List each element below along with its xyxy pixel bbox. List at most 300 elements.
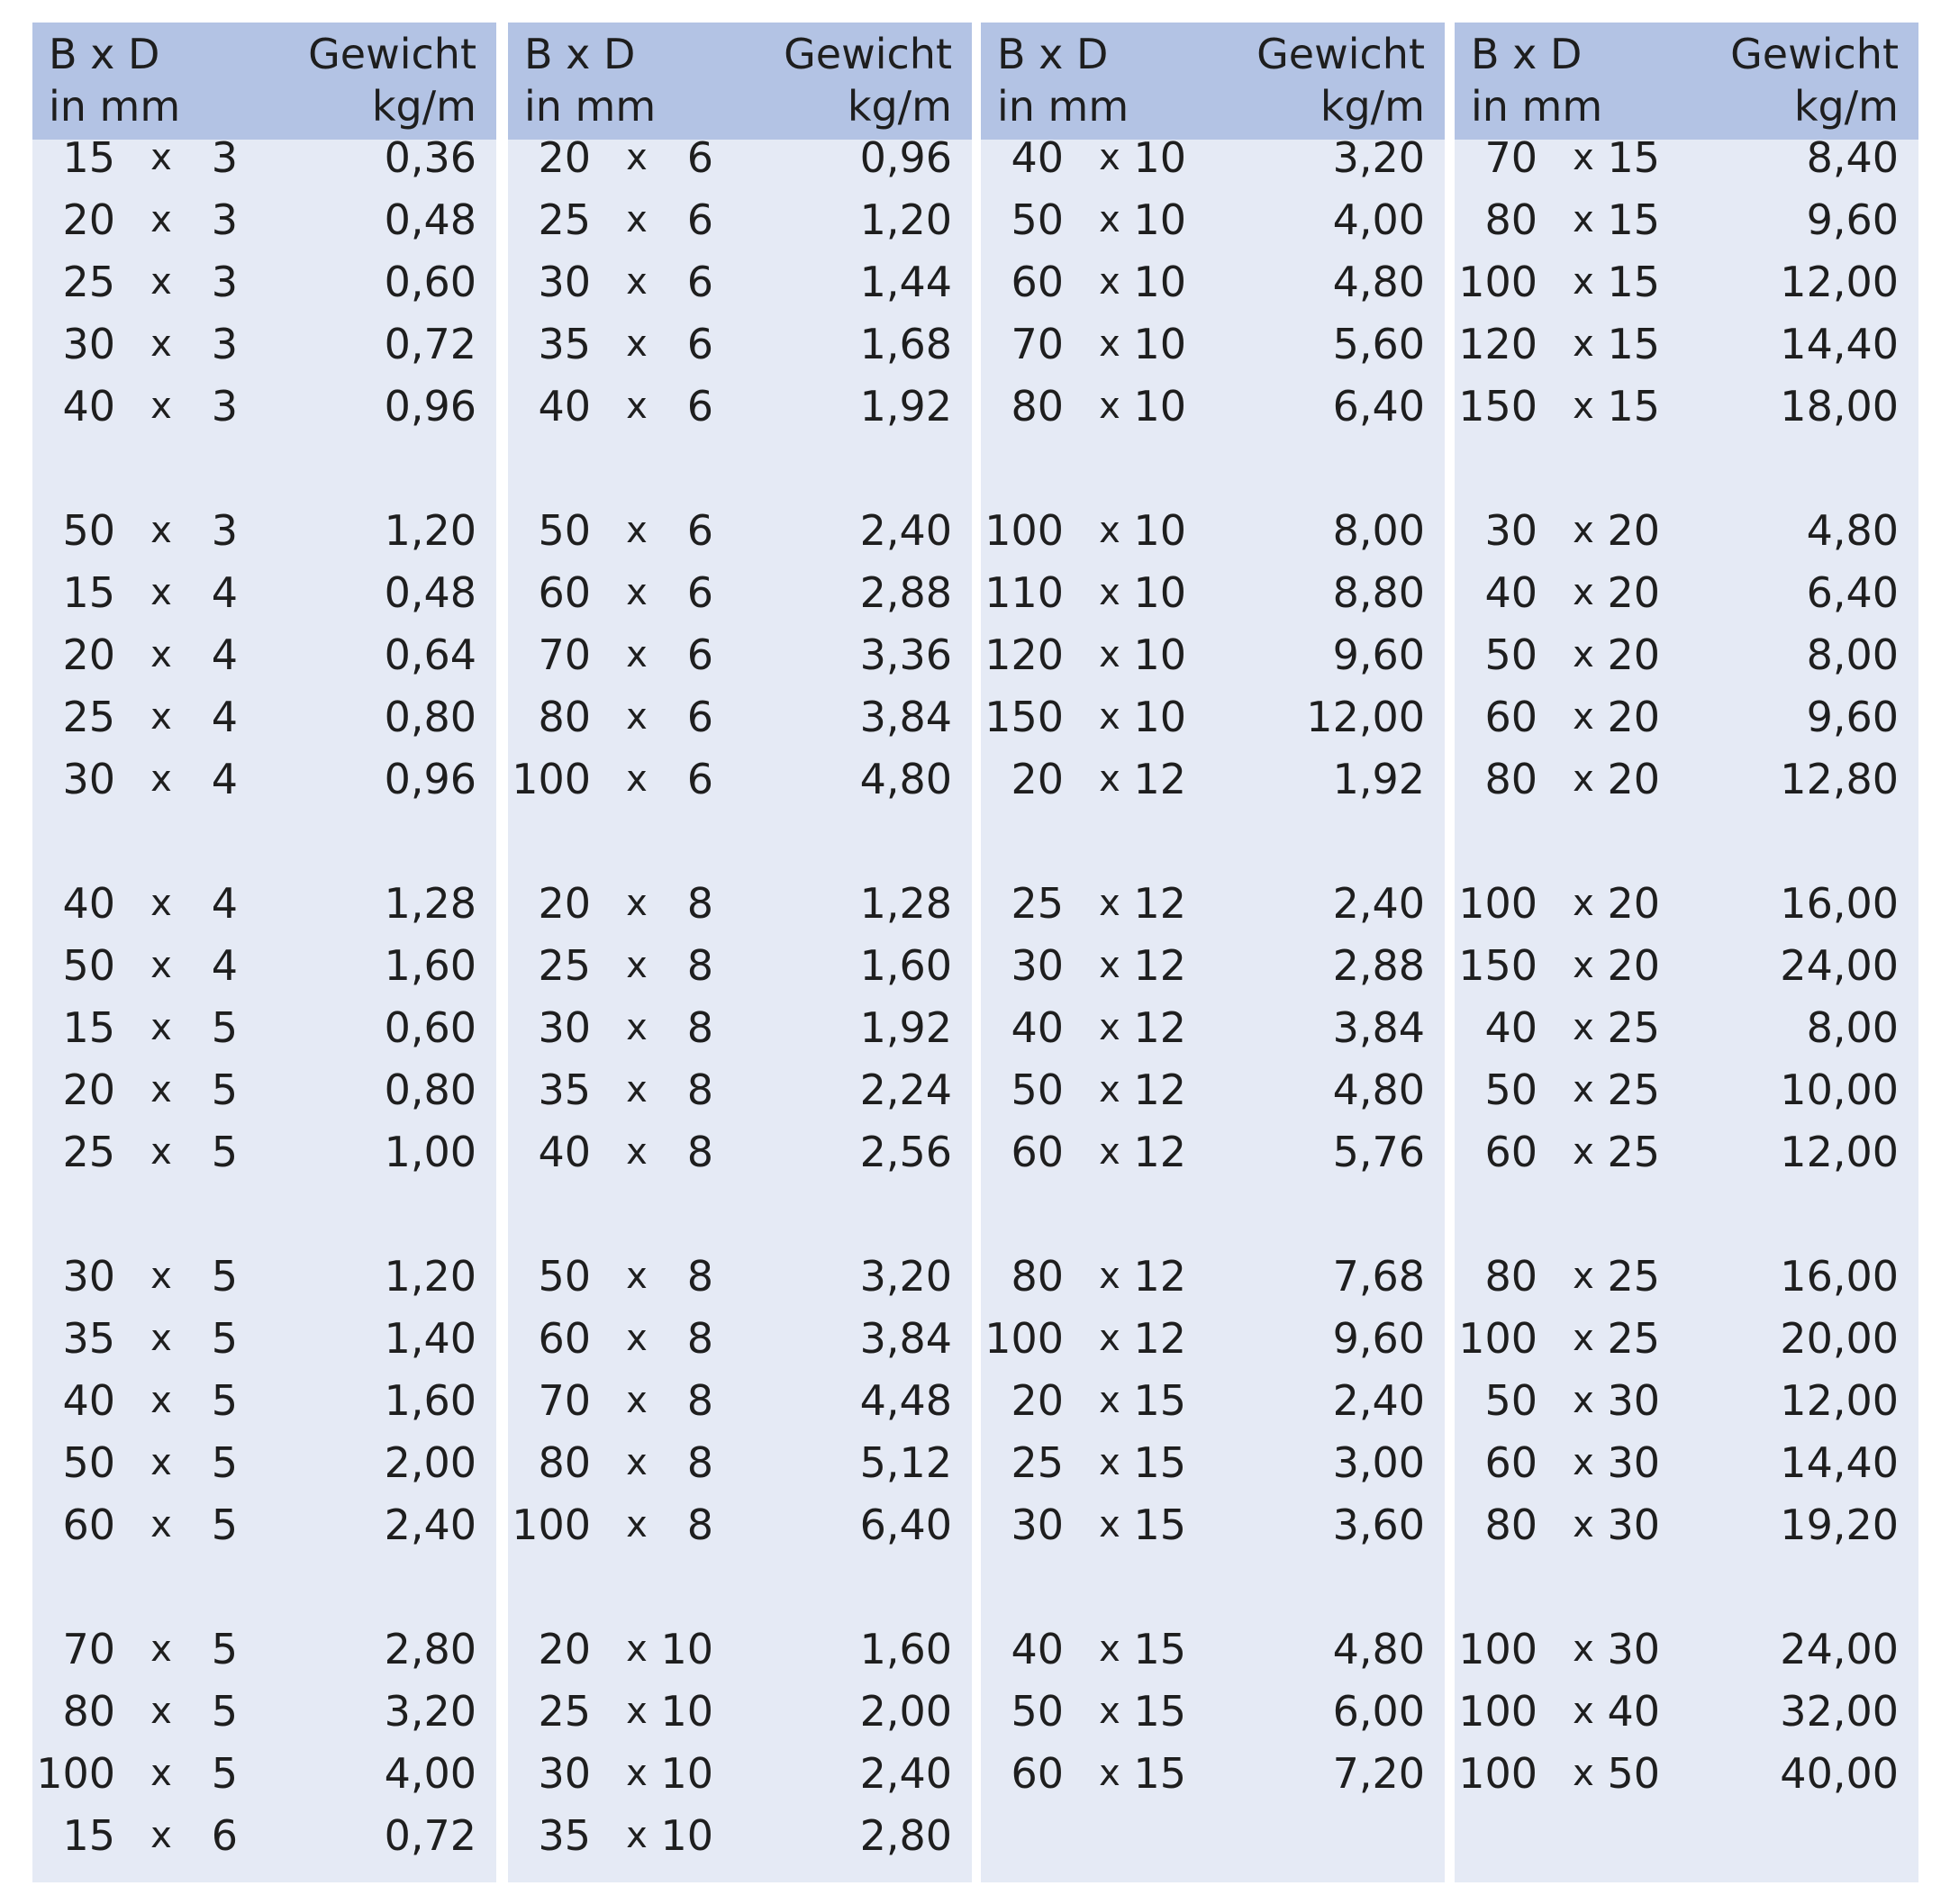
width-value: 50	[62, 941, 115, 990]
table-row	[981, 193, 1445, 247]
width-value: 60	[1484, 1128, 1537, 1176]
thickness-value: 3	[211, 258, 238, 306]
times-sign: x	[150, 758, 172, 800]
table-row	[32, 503, 496, 558]
weight-value: 5,60	[1332, 320, 1425, 368]
thickness-value: 10	[1133, 693, 1186, 741]
times-sign: x	[1573, 572, 1594, 613]
panel-header	[508, 23, 972, 140]
weight-value: 12,80	[1780, 755, 1899, 803]
weight-value: 3,84	[859, 693, 952, 741]
table-row	[981, 876, 1445, 930]
table-row	[981, 1622, 1445, 1676]
header-weight-unit: kg/m	[847, 82, 952, 131]
times-sign: x	[1573, 1318, 1594, 1359]
times-sign: x	[626, 1815, 648, 1856]
times-sign: x	[1099, 1069, 1120, 1111]
thickness-value: 10	[660, 1811, 713, 1860]
weight-value: 1,28	[859, 879, 952, 928]
times-sign: x	[1099, 634, 1120, 675]
thickness-value: 6	[686, 382, 713, 431]
width-value: 30	[62, 320, 115, 368]
width-value: 30	[538, 1003, 591, 1052]
weight-value: 1,28	[384, 879, 476, 928]
times-sign: x	[1099, 1380, 1120, 1421]
header-weight-unit: kg/m	[371, 82, 476, 131]
thickness-value: 5	[211, 1376, 238, 1425]
thickness-value: 25	[1607, 1065, 1660, 1114]
table-row	[508, 690, 972, 744]
table-row	[508, 1684, 972, 1738]
table-row	[508, 752, 972, 806]
times-sign: x	[150, 1380, 172, 1421]
panel-header	[32, 23, 496, 140]
weight-value: 12,00	[1780, 258, 1899, 306]
times-sign: x	[626, 385, 648, 427]
header-weight-label: Gewicht	[1730, 30, 1899, 78]
times-sign: x	[150, 1753, 172, 1794]
thickness-value: 10	[1133, 382, 1186, 431]
times-sign: x	[1099, 1691, 1120, 1732]
table-row	[508, 1436, 972, 1490]
weight-value: 4,80	[859, 755, 952, 803]
table-row	[508, 566, 972, 620]
width-value: 60	[1011, 1128, 1064, 1176]
thickness-value: 6	[686, 630, 713, 679]
table-row	[981, 503, 1445, 558]
width-value: 50	[62, 1438, 115, 1487]
times-sign: x	[150, 1007, 172, 1048]
width-value: 60	[538, 568, 591, 617]
weight-value: 1,40	[384, 1314, 476, 1363]
thickness-value: 15	[1607, 133, 1660, 182]
thickness-value: 10	[660, 1749, 713, 1798]
times-sign: x	[150, 323, 172, 365]
weight-value: 1,92	[1332, 755, 1425, 803]
header-dimension-label: B x D	[49, 30, 160, 78]
table-row	[1455, 1684, 1918, 1738]
weight-value: 10,00	[1780, 1065, 1899, 1114]
thickness-value: 3	[211, 382, 238, 431]
thickness-value: 15	[1133, 1749, 1186, 1798]
width-value: 40	[1484, 1003, 1537, 1052]
width-value: 100	[36, 1749, 115, 1798]
thickness-value: 30	[1607, 1501, 1660, 1549]
thickness-value: 4	[211, 941, 238, 990]
width-value: 35	[538, 320, 591, 368]
table-row	[1455, 1498, 1918, 1552]
table-row	[32, 566, 496, 620]
width-value: 40	[62, 1376, 115, 1425]
width-value: 20	[1011, 755, 1064, 803]
thickness-value: 8	[686, 1128, 713, 1176]
weight-value: 0,48	[384, 568, 476, 617]
times-sign: x	[626, 1504, 648, 1546]
thickness-value: 15	[1607, 320, 1660, 368]
width-value: 50	[538, 1252, 591, 1301]
width-value: 100	[984, 1314, 1064, 1363]
width-value: 15	[62, 1003, 115, 1052]
thickness-value: 12	[1133, 941, 1186, 990]
times-sign: x	[626, 1131, 648, 1173]
width-value: 25	[1011, 1438, 1064, 1487]
table-row	[508, 1374, 972, 1428]
thickness-value: 12	[1133, 1128, 1186, 1176]
thickness-value: 30	[1607, 1625, 1660, 1673]
width-value: 70	[538, 630, 591, 679]
thickness-value: 4	[211, 630, 238, 679]
width-value: 30	[1011, 1501, 1064, 1549]
table-row	[508, 1809, 972, 1863]
times-sign: x	[626, 1318, 648, 1359]
times-sign: x	[1099, 1753, 1120, 1794]
table-row	[1455, 317, 1918, 371]
thickness-value: 8	[686, 1314, 713, 1363]
times-sign: x	[1099, 323, 1120, 365]
thickness-value: 3	[211, 320, 238, 368]
times-sign: x	[1099, 1504, 1120, 1546]
table-row	[508, 876, 972, 930]
thickness-value: 4	[211, 879, 238, 928]
thickness-value: 5	[211, 1438, 238, 1487]
weight-value: 9,60	[1332, 1314, 1425, 1363]
weight-value: 2,00	[859, 1687, 952, 1736]
thickness-value: 15	[1607, 195, 1660, 244]
weight-value: 2,40	[1332, 1376, 1425, 1425]
width-value: 20	[62, 195, 115, 244]
times-sign: x	[626, 1691, 648, 1732]
table-row	[1455, 1063, 1918, 1117]
width-value: 100	[1458, 1749, 1537, 1798]
width-value: 100	[512, 755, 591, 803]
thickness-value: 40	[1607, 1687, 1660, 1736]
thickness-value: 20	[1607, 630, 1660, 679]
thickness-value: 10	[1133, 568, 1186, 617]
table-row	[32, 1125, 496, 1179]
times-sign: x	[1099, 572, 1120, 613]
times-sign: x	[1573, 696, 1594, 738]
thickness-value: 10	[660, 1625, 713, 1673]
width-value: 100	[1458, 1625, 1537, 1673]
table-row	[32, 1249, 496, 1303]
weight-value: 0,80	[384, 1065, 476, 1114]
weight-value: 3,84	[1332, 1003, 1425, 1052]
table-row	[508, 1622, 972, 1676]
thickness-value: 8	[686, 1438, 713, 1487]
header-weight-label: Gewicht	[784, 30, 952, 78]
weight-value: 3,60	[1332, 1501, 1425, 1549]
weight-value: 2,40	[1332, 879, 1425, 928]
weight-value: 4,00	[384, 1749, 476, 1798]
weight-value: 2,80	[384, 1625, 476, 1673]
table-row	[508, 938, 972, 993]
times-sign: x	[1573, 1691, 1594, 1732]
thickness-value: 8	[686, 1501, 713, 1549]
thickness-value: 5	[211, 1065, 238, 1114]
times-sign: x	[1573, 1380, 1594, 1421]
table-row	[508, 379, 972, 433]
table-row	[981, 1374, 1445, 1428]
thickness-value: 30	[1607, 1438, 1660, 1487]
weight-value: 2,40	[859, 1749, 952, 1798]
weight-value: 3,20	[859, 1252, 952, 1301]
times-sign: x	[1573, 1069, 1594, 1111]
weight-value: 1,60	[859, 1625, 952, 1673]
times-sign: x	[150, 1691, 172, 1732]
panel-header	[1455, 23, 1918, 140]
table-row	[981, 379, 1445, 433]
table-row	[981, 255, 1445, 309]
thickness-value: 12	[1133, 1314, 1186, 1363]
thickness-value: 5	[211, 1314, 238, 1363]
width-value: 25	[62, 258, 115, 306]
width-value: 60	[1484, 693, 1537, 741]
width-value: 100	[512, 1501, 591, 1549]
weight-value: 32,00	[1780, 1687, 1899, 1736]
thickness-value: 15	[1133, 1625, 1186, 1673]
thickness-value: 8	[686, 941, 713, 990]
table-row	[981, 1125, 1445, 1179]
weight-value: 3,20	[384, 1687, 476, 1736]
table-row	[32, 1001, 496, 1055]
times-sign: x	[1573, 1256, 1594, 1297]
times-sign: x	[1099, 199, 1120, 240]
thickness-value: 5	[211, 1128, 238, 1176]
weight-value: 12,00	[1306, 693, 1425, 741]
thickness-value: 15	[1133, 1687, 1186, 1736]
times-sign: x	[1573, 883, 1594, 924]
thickness-value: 12	[1133, 1252, 1186, 1301]
weight-value: 0,96	[859, 133, 952, 182]
width-value: 80	[1484, 755, 1537, 803]
thickness-value: 5	[211, 1749, 238, 1798]
thickness-value: 5	[211, 1625, 238, 1673]
thickness-value: 6	[686, 133, 713, 182]
weight-value: 2,40	[859, 506, 952, 555]
weight-value: 9,60	[1806, 693, 1899, 741]
width-value: 80	[1011, 382, 1064, 431]
table-row	[508, 317, 972, 371]
width-value: 100	[1458, 258, 1537, 306]
times-sign: x	[626, 1628, 648, 1670]
times-sign: x	[626, 1380, 648, 1421]
weight-value: 0,96	[384, 755, 476, 803]
times-sign: x	[1573, 634, 1594, 675]
header-dimension-unit: in mm	[1471, 82, 1603, 131]
times-sign: x	[150, 1442, 172, 1483]
table-row	[32, 317, 496, 371]
weight-value: 40,00	[1780, 1749, 1899, 1798]
width-value: 100	[1458, 1687, 1537, 1736]
times-sign: x	[1573, 137, 1594, 178]
thickness-value: 10	[1133, 506, 1186, 555]
thickness-value: 6	[211, 1811, 238, 1860]
table-row	[508, 1125, 972, 1179]
width-value: 25	[1011, 879, 1064, 928]
width-value: 30	[538, 1749, 591, 1798]
width-value: 60	[538, 1314, 591, 1363]
thickness-value: 6	[686, 506, 713, 555]
times-sign: x	[1573, 385, 1594, 427]
weight-value: 19,20	[1780, 1501, 1899, 1549]
width-value: 25	[62, 1128, 115, 1176]
weight-value: 12,00	[1780, 1128, 1899, 1176]
width-value: 20	[62, 1065, 115, 1114]
weight-value: 14,40	[1780, 320, 1899, 368]
width-value: 50	[538, 506, 591, 555]
thickness-value: 15	[1607, 382, 1660, 431]
thickness-value: 5	[211, 1501, 238, 1549]
weight-value: 0,64	[384, 630, 476, 679]
width-value: 20	[62, 630, 115, 679]
times-sign: x	[150, 1131, 172, 1173]
thickness-value: 20	[1607, 941, 1660, 990]
weight-value: 24,00	[1780, 1625, 1899, 1673]
width-value: 80	[1484, 1501, 1537, 1549]
header-weight-label: Gewicht	[308, 30, 476, 78]
header-weight-unit: kg/m	[1320, 82, 1425, 131]
weight-value: 8,00	[1806, 630, 1899, 679]
weight-value: 4,80	[1806, 506, 1899, 555]
weight-value: 8,00	[1332, 506, 1425, 555]
times-sign: x	[1573, 1131, 1594, 1173]
table-panel	[508, 23, 972, 1882]
width-value: 70	[1011, 320, 1064, 368]
width-value: 80	[62, 1687, 115, 1736]
weight-value: 0,60	[384, 258, 476, 306]
header-weight-unit: kg/m	[1793, 82, 1899, 131]
weight-value: 3,36	[859, 630, 952, 679]
table-row	[508, 1311, 972, 1365]
times-sign: x	[1099, 1131, 1120, 1173]
width-value: 80	[538, 693, 591, 741]
table-row	[508, 1063, 972, 1117]
times-sign: x	[626, 945, 648, 986]
width-value: 60	[1011, 258, 1064, 306]
times-sign: x	[626, 883, 648, 924]
thickness-value: 30	[1607, 1376, 1660, 1425]
times-sign: x	[626, 572, 648, 613]
table-row	[32, 379, 496, 433]
thickness-value: 6	[686, 258, 713, 306]
times-sign: x	[1573, 323, 1594, 365]
weight-value: 2,80	[859, 1811, 952, 1860]
table-row	[1455, 1311, 1918, 1365]
times-sign: x	[626, 1753, 648, 1794]
times-sign: x	[150, 883, 172, 924]
width-value: 110	[984, 568, 1064, 617]
thickness-value: 8	[686, 1252, 713, 1301]
times-sign: x	[1099, 137, 1120, 178]
times-sign: x	[1099, 945, 1120, 986]
width-value: 25	[538, 941, 591, 990]
thickness-value: 15	[1133, 1376, 1186, 1425]
thickness-value: 10	[1133, 258, 1186, 306]
width-value: 25	[62, 693, 115, 741]
thickness-value: 25	[1607, 1128, 1660, 1176]
table-row	[508, 1001, 972, 1055]
weight-value: 4,80	[1332, 258, 1425, 306]
width-value: 70	[62, 1625, 115, 1673]
times-sign: x	[1099, 758, 1120, 800]
width-value: 60	[62, 1501, 115, 1549]
width-value: 100	[984, 506, 1064, 555]
weight-value: 0,80	[384, 693, 476, 741]
weight-value: 1,44	[859, 258, 952, 306]
width-value: 20	[1011, 1376, 1064, 1425]
table-row	[1455, 1622, 1918, 1676]
thickness-value: 8	[686, 1376, 713, 1425]
table-row	[32, 193, 496, 247]
weight-value: 0,72	[384, 320, 476, 368]
table-row	[1455, 1125, 1918, 1179]
thickness-value: 6	[686, 693, 713, 741]
width-value: 50	[62, 506, 115, 555]
times-sign: x	[150, 945, 172, 986]
table-row	[32, 690, 496, 744]
weight-value: 1,20	[859, 195, 952, 244]
table-row	[981, 317, 1445, 371]
times-sign: x	[1099, 1628, 1120, 1670]
times-sign: x	[150, 696, 172, 738]
times-sign: x	[1099, 1007, 1120, 1048]
times-sign: x	[150, 1256, 172, 1297]
width-value: 100	[1458, 1314, 1537, 1363]
thickness-value: 12	[1133, 755, 1186, 803]
weight-value: 0,96	[384, 382, 476, 431]
thickness-value: 5	[211, 1003, 238, 1052]
width-value: 40	[538, 382, 591, 431]
table-row	[981, 1436, 1445, 1490]
weight-value: 2,88	[1332, 941, 1425, 990]
table-row	[32, 1436, 496, 1490]
thickness-value: 20	[1607, 755, 1660, 803]
width-value: 15	[62, 568, 115, 617]
weight-value: 18,00	[1780, 382, 1899, 431]
weight-value: 6,40	[1332, 382, 1425, 431]
table-row	[981, 1249, 1445, 1303]
weight-value: 2,56	[859, 1128, 952, 1176]
header-dimension-unit: in mm	[997, 82, 1129, 131]
width-value: 60	[1484, 1438, 1537, 1487]
thickness-value: 8	[686, 879, 713, 928]
times-sign: x	[1573, 199, 1594, 240]
table-row	[32, 1684, 496, 1738]
thickness-value: 10	[1133, 320, 1186, 368]
width-value: 25	[538, 1687, 591, 1736]
times-sign: x	[1099, 883, 1120, 924]
table-row	[508, 1249, 972, 1303]
thickness-value: 4	[211, 693, 238, 741]
times-sign: x	[1573, 1628, 1594, 1670]
times-sign: x	[626, 696, 648, 738]
weight-value: 2,88	[859, 568, 952, 617]
times-sign: x	[150, 199, 172, 240]
width-value: 35	[62, 1314, 115, 1363]
thickness-value: 25	[1607, 1252, 1660, 1301]
weight-value: 8,80	[1332, 568, 1425, 617]
weight-value: 1,60	[384, 1376, 476, 1425]
times-sign: x	[1099, 510, 1120, 551]
times-sign: x	[626, 137, 648, 178]
table-row	[508, 131, 972, 185]
width-value: 50	[1011, 195, 1064, 244]
weight-value: 4,00	[1332, 195, 1425, 244]
weight-value: 1,92	[859, 1003, 952, 1052]
times-sign: x	[626, 634, 648, 675]
weight-value: 0,72	[384, 1811, 476, 1860]
table-row	[1455, 503, 1918, 558]
